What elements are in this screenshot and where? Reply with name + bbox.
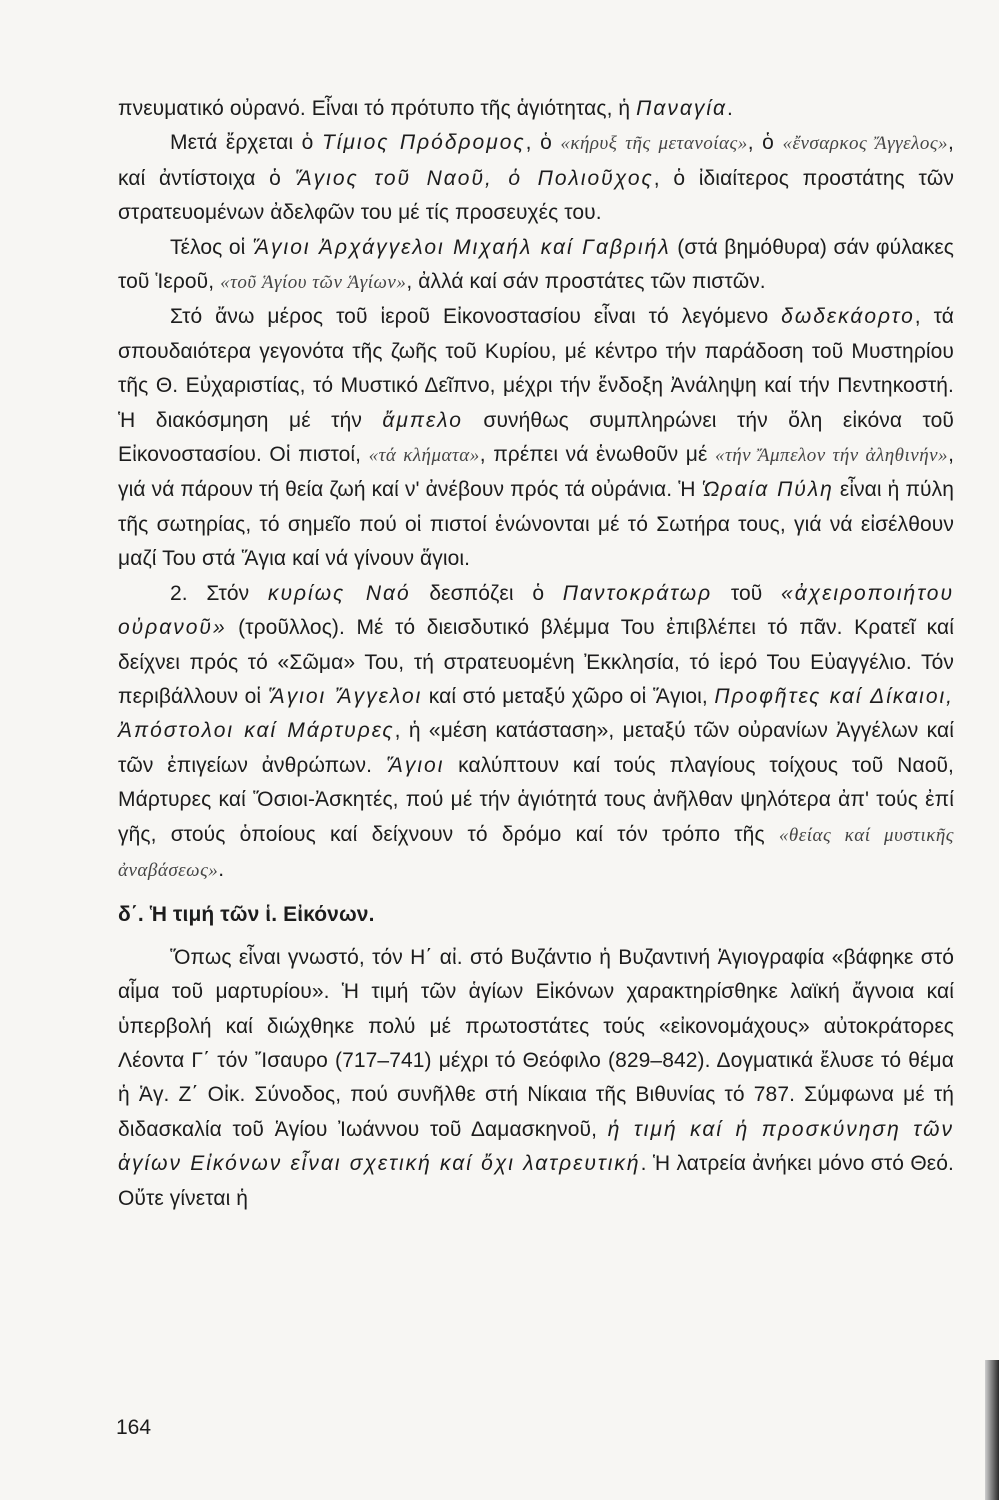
text-run: (στά βημόθυρα) σάν φύλακες τοῦ Ἱεροῦ, [118, 235, 955, 294]
text-run: Μετά ἔρχεται ὁ [170, 131, 322, 155]
emphasis-text: Ἅγιος τοῦ Ναοῦ, ὁ Πολιοῦχος [294, 166, 654, 190]
text-run: Ὅπως εἶναι γνωστό, τόν Η΄ αἰ. στό Βυζάντιο ἡ Βυζαντινή Ἁγιογραφία «βάφηκε στό αἷμα τοῦ μαρτυρίου». Ἡ τιμή τῶν ἁγίων Εἰκόνων χαρακτηρίσθηκε λαϊκή ἄγνοια καί ὑπερβολή καί διώχθηκε πολύ μέ πρωτοστάτες τούς «εἰκονομάχους» αὐτοκράτορες Λέοντα Γ΄ τόν Ἴσαυρο (717–741) μέχρι τό Θεόφιλο (829–842). Δογματικά ἔλυσε τό θέμα ἡ Ἁγ. Ζ΄ Οἰκ. Σύνοδος, πού συνῆλθε στή Νίκαια τῆς Βιθυνίας τό 787. Σύμφωνα μέ τή διδασκαλία τοῦ Ἁγίου Ἰωάννου τοῦ Δαμασκηνοῦ, [118, 945, 954, 1141]
quotation-text: «κήρυξ τῆς μετανοίας» [560, 133, 748, 155]
emphasis-text: Παναγία [636, 97, 727, 120]
text-run: . [726, 97, 733, 120]
text-run: , καί ἀντίστοιχα ὁ [118, 131, 954, 190]
emphasis-text: Προφῆτες καί Δίκαιοι, Ἀπόστολοι καί Μάρτυρες [118, 684, 955, 743]
paragraph-4 [118, 300, 954, 576]
emphasis-text: δωδεκάορτο [781, 305, 915, 329]
page-number: 164 [116, 1416, 152, 1439]
text-run: . [218, 857, 225, 881]
emphasis-text: κυρίως Ναό [267, 581, 411, 605]
quotation-text: «ἔνσαρκος Ἄγγελος» [782, 133, 949, 155]
text-run: δεσπόζει ὁ [410, 581, 563, 605]
text-run: Τέλος οἱ [170, 235, 252, 259]
text-run: 2. Στόν [170, 581, 268, 605]
text-run: Στό ἄνω μέρος τοῦ ἱεροῦ Εἰκονοστασίου εἶναι τό λεγόμενο [170, 305, 782, 329]
paragraph-3 [118, 231, 954, 301]
text-run: , ὁ ἰδιαίτερος προστάτης τῶν στρατευομένων ἀδελφῶν του μέ τίς προσευχές του. [118, 166, 954, 225]
emphasis-text: ἡ τιμή καί ἡ προσκύνηση τῶν ἁγίων Εἰκόνων εἶναι σχετική καί ὄχι λατρευτική [118, 1117, 955, 1176]
emphasis-text: Ἅγιοι Ἄγγελοι [267, 684, 423, 708]
paragraph-2 [118, 126, 954, 230]
quotation-text: «τήν Ἄμπελον τήν ἀληθινήν» [714, 445, 949, 467]
section-heading: δ΄. Ἡ τιμή τῶν ἱ. Εἰκόνων. [118, 903, 375, 927]
quotation-text: «τοῦ Ἁγίου τῶν Ἁγίων» [220, 272, 407, 294]
body-text [118, 92, 954, 1216]
emphasis-text: Ἅγιοι Ἀρχάγγελοι Μιχαήλ καί Γαβριήλ [251, 235, 671, 259]
text-run: , ἡ «μέση κατάσταση», μεταξύ τῶν οὐρανίων Ἀγγέλων καί τῶν ἐπιγείων ἀνθρώπων. [118, 719, 954, 777]
text-run: καλύπτουν καί τούς πλαγίους τοίχους τοῦ Ναοῦ, Μάρτυρες καί Ὅσιοι-Ἀσκητές, πού μέ τήν ἁγιότητά τους ἀνῆλθαν ψηλότερα ἀπ' τούς ἐπί γῆς, στούς ὁποίους καί δείχνουν τό δρόμο καί τόν τρόπο τῆς [118, 753, 954, 846]
text-run: (τροῦλλος). Μέ τό διεισδυτικό βλέμμα Του ἐπιβλέπει τό πᾶν. Κρατεῖ καί δείχνει πρός τό «Σῶμα» Του, τή στρατευομένη Ἐκκλησία, τό ἱερό Του Εὐαγγέλιο. Τόν περιβάλλουν οἱ [118, 616, 954, 708]
emphasis-text: «ἀχειροποιήτου οὐρανοῦ» [118, 581, 954, 640]
text-run: , ὁ [525, 131, 561, 155]
emphasis-text: Ὡραία Πύλη [701, 478, 834, 502]
text-run: , γιά νά πάρουν τή θεία ζωή καί ν' ἀνέβουν πρός τά οὐράνια. Ἡ [118, 443, 954, 502]
text-run: , ἀλλά καί σάν προστάτες τῶν πιστῶν. [406, 270, 766, 294]
text-run: καί στό μεταξύ χῶρο οἱ Ἅγιοι, [422, 684, 715, 708]
quotation-text: «θείας καί μυστικῆς ἀναβάσεως» [118, 824, 954, 881]
text-run: τοῦ [712, 581, 782, 605]
text-run: , ὁ [747, 131, 783, 155]
page-edge-shadow [985, 1360, 999, 1500]
quotation-text: «τά κλήματα» [368, 445, 480, 467]
text-run: , τά σπουδαιότερα γεγονότα τῆς ζωῆς τοῦ Κυρίου, μέ κέντρο τήν παράδοση τοῦ Μυστηρίου τῆς Θ. Εὐχαριστίας, τό Μυστικό Δεῖπνο, μέχρι τήν ἔνδοξη Ἀνάληψη καί τήν Πεντηκοστή. Ἡ διακόσμηση μέ τήν [118, 305, 954, 432]
text-run: . Ἡ λατρεία ἀνήκει μόνο στό Θεό. Οὔτε γίνεται ἡ [118, 1152, 954, 1210]
paragraph-6 [118, 941, 954, 1216]
emphasis-text: ἄμπελο [382, 408, 463, 432]
text-run: πνευματικό οὐρανό. Εἶναι τό πρότυπο τῆς ἁγιότητας, ἡ [118, 97, 637, 120]
emphasis-text: Ἅγιοι [385, 753, 445, 777]
paragraph-5 [118, 577, 954, 889]
text-run: , πρέπει νά ἑνωθοῦν μέ [479, 443, 715, 467]
emphasis-text: Τίμιος Πρόδρομος [321, 131, 526, 155]
paragraph-1 [118, 92, 954, 126]
text-run: συνήθως συμπληρώνει τήν ὅλη εἰκόνα τοῦ Εἰκονοστασίου. Οἱ πιστοί, [118, 408, 954, 467]
text-run: εἶναι ἡ πύλη τῆς σωτηρίας, τό σημεῖο πού οἱ πιστοί ἑνώνονται μέ τό Σωτήρα τους, γιά νά εἰσέλθουν μαζί Του στά Ἅγια καί νά γίνουν ἅγιοι. [118, 478, 955, 571]
emphasis-text: Παντοκράτωρ [562, 581, 713, 605]
